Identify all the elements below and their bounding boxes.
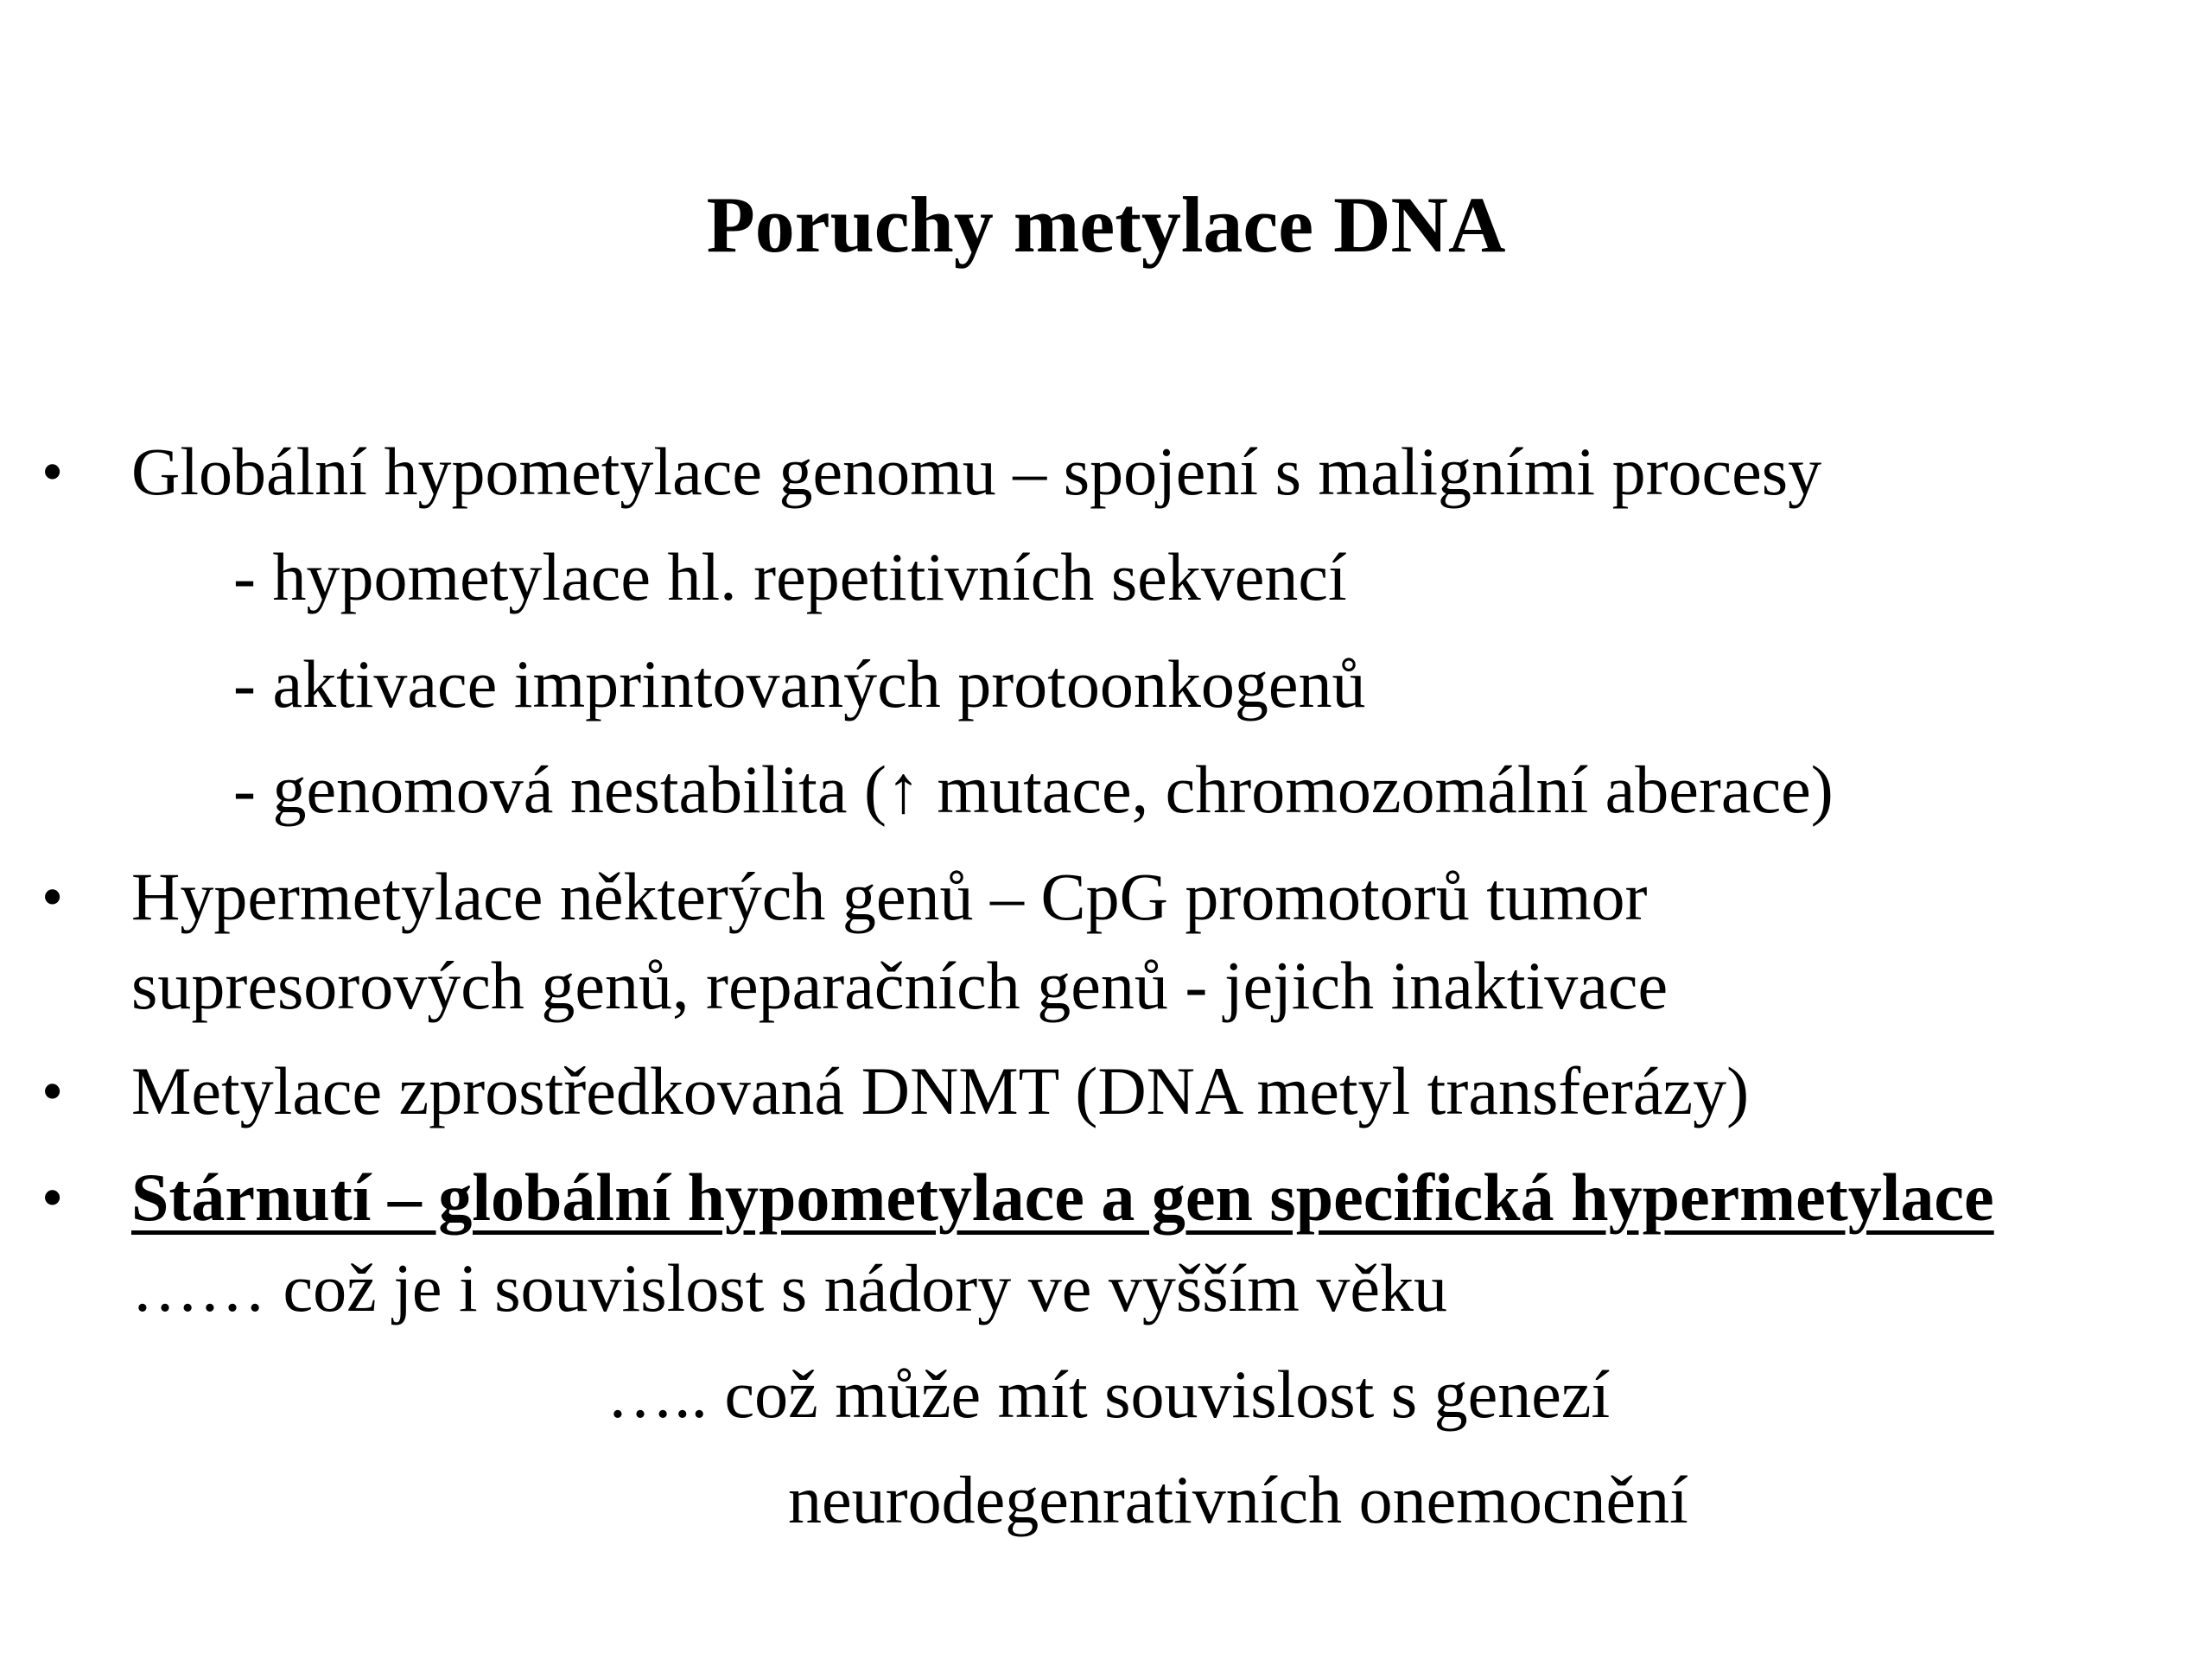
slide-title: Poruchy metylace DNA xyxy=(706,181,1506,269)
bullet-4-continuation-2: ….. což může mít souvislost s genezí xyxy=(607,1357,1611,1432)
bullet-4-text: Stárnutí – globální hypometylace a gen specifická hypermetylace xyxy=(131,1160,1994,1235)
bullet-4-continuation-1: …… což je i souvislost s nádory ve vyšším věku xyxy=(131,1250,1448,1325)
bullet-3-text: Metylace zprostředkovaná DNMT (DNA metyl transferázy) xyxy=(131,1053,1750,1128)
bullet-2-line-1: Hypermetylace některých genů – CpG promotorů tumor xyxy=(131,859,1648,934)
bullet-4-continuation-3: neurodegenrativních onemocnění xyxy=(788,1462,1688,1537)
bullet-2-line-2: supresorových genů, reparačních genů - jejich inaktivace xyxy=(131,948,1669,1023)
bullet-1-sub-2: - aktivace imprintovaných protoonkogenů xyxy=(233,646,1366,721)
bullet-1-sub-3: - genomová nestabilita (↑ mutace, chromozomální aberace) xyxy=(233,752,1834,827)
bullet-3-marker: • xyxy=(41,1057,64,1126)
bullet-2-marker: • xyxy=(41,862,64,931)
bullet-1-text: Globální hypometylace genomu – spojení s maligními procesy xyxy=(131,434,1822,509)
bullet-1-marker: • xyxy=(41,437,64,506)
bullet-4-marker: • xyxy=(41,1163,64,1232)
bullet-1-sub-1: - hypometylace hl. repetitivních sekvencí xyxy=(233,539,1347,614)
